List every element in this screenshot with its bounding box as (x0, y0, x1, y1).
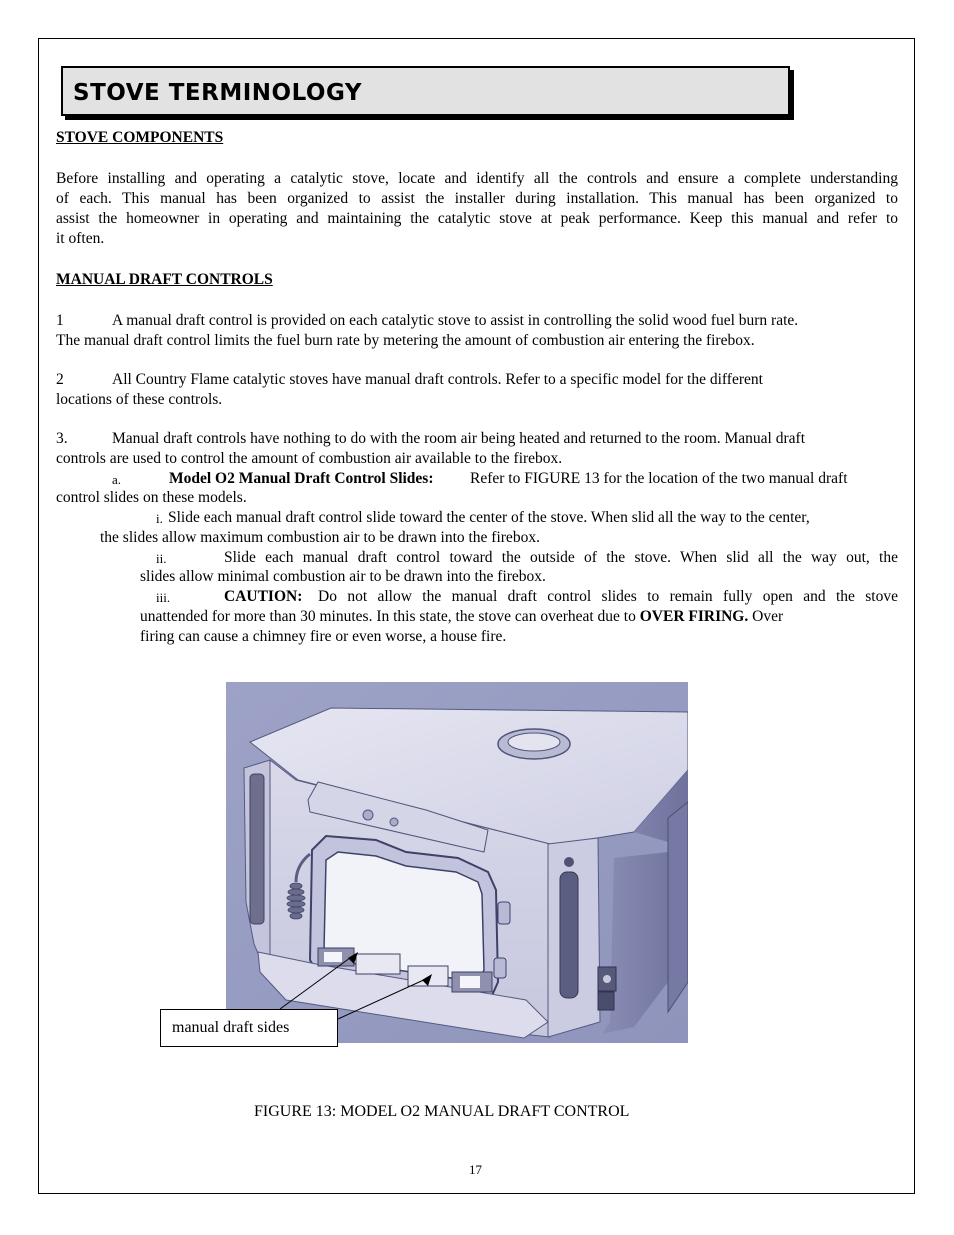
item-2-number: 2 (56, 371, 64, 388)
item-iii-line-3: firing can cause a chimney fire or even worse, a house fire. (140, 628, 507, 645)
item-iii-line-2-c: Over (752, 608, 784, 625)
draft-heading: MANUAL DRAFT CONTROLS (56, 271, 273, 288)
over-firing-text: OVER FIRING. (639, 608, 749, 625)
callout-label: manual draft sides (172, 1019, 290, 1036)
item-iii-line-2-a: unattended for more than 30 minutes. In this state, the stove can overheat due to (140, 608, 636, 625)
item-3-number: 3. (56, 430, 68, 447)
components-line-2: of each. This manual has been organized to assist the installer during installation. This manual has been organized to (56, 190, 898, 207)
callout-box (160, 1009, 338, 1047)
components-line-4: it often. (56, 230, 105, 247)
item-ii-number: ii. (156, 551, 167, 566)
item-a-line-1: Refer to FIGURE 13 for the location of the two manual draft (470, 470, 848, 487)
components-line-1: Before installing and operating a catalytic stove, locate and identify all the controls and ensure a complete understanding (56, 170, 898, 187)
item-1-number: 1 (56, 312, 64, 329)
components-heading: STOVE COMPONENTS (56, 129, 224, 146)
components-line-3: assist the homeowner in operating and maintaining the catalytic stove at peak performance. Keep this manual and refer to (56, 210, 898, 227)
section-title: STOVE TERMINOLOGY (73, 80, 362, 106)
item-iii-line-1: Do not allow the manual draft control slides to remain fully open and the stove (318, 588, 898, 605)
stove-illustration (226, 682, 688, 1043)
item-3-line-2: controls are used to control the amount of combustion air available to the firebox. (56, 450, 563, 467)
item-a-bold: Model O2 Manual Draft Control Slides: (169, 470, 434, 487)
item-1-line-2: The manual draft control limits the fuel burn rate by metering the amount of combustion air entering the firebox. (56, 332, 755, 349)
item-a-number: a. (112, 472, 122, 487)
section-banner (61, 66, 790, 116)
figure-caption: FIGURE 13: MODEL O2 MANUAL DRAFT CONTROL (254, 1103, 630, 1120)
item-ii-line-1: Slide each manual draft control toward the outside of the stove. When slid all the way out, the (224, 549, 898, 566)
item-1-line-1: A manual draft control is provided on each catalytic stove to assist in controlling the solid wood fuel burn rate. (112, 312, 799, 329)
item-iii-number: iii. (156, 590, 171, 605)
item-i-line-1: Slide each manual draft control slide toward the center of the stove. When slid all the way to the center, (168, 509, 810, 526)
item-a-line-2: control slides on these models. (56, 489, 247, 506)
item-iii-line-2 (140, 607, 783, 627)
item-ii-line-2: slides allow minimal combustion air to be drawn into the firebox. (140, 568, 546, 585)
caution-label: CAUTION: (224, 588, 303, 605)
item-i-number: i. (156, 511, 163, 526)
item-2-line-1: All Country Flame catalytic stoves have manual draft controls. Refer to a specific model for the different (112, 371, 763, 388)
item-2-line-2: locations of these controls. (56, 391, 223, 408)
item-3-line-1: Manual draft controls have nothing to do with the room air being heated and returned to the room. Manual draft (112, 430, 805, 447)
item-i-line-2: the slides allow maximum combustion air to be drawn into the firebox. (100, 529, 540, 546)
page-number: 17 (469, 1162, 482, 1177)
